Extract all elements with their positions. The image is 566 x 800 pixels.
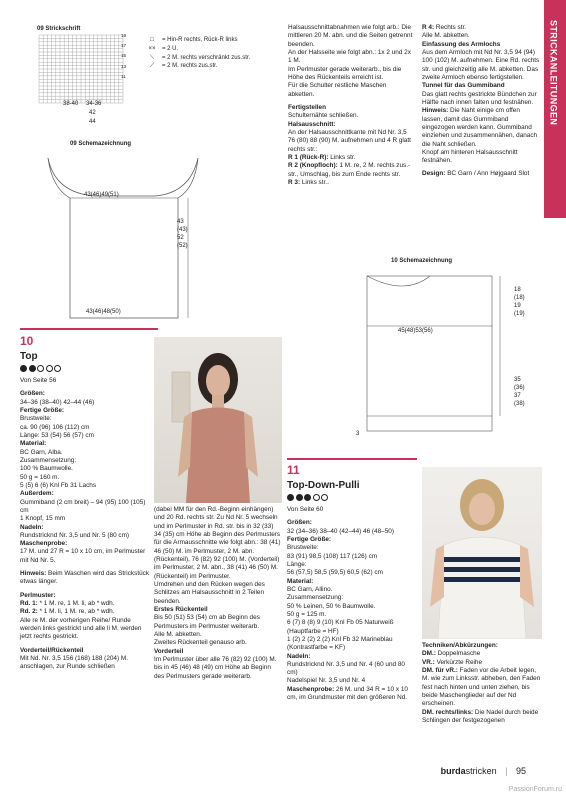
chart-row-labels: 19 17 15 13 11 xyxy=(121,33,127,79)
divider xyxy=(287,458,417,460)
model-image xyxy=(422,467,542,639)
chart-legend: □ = Hin-R rechts, Rück-R links ×× = 2 U. ⟍ = 2 M. rechts verschränkt zus.str. ⟋ = 2 M. rechts zus.str. xyxy=(148,37,251,70)
size-label: 34-36 xyxy=(86,101,102,107)
schema-title: 10 Schemazeichnung xyxy=(391,258,453,264)
instructions-col4: R 4: Rechts str. Alle M. abketten. Einfassung des Armlochs Aus dem Armloch mit Nd Nr. 3,5 94 (94) 100 (102) M. aufnehmen. Eine Rd. rechts str. und gleichzeitig alle M. abketten. Das zweite Armloch ebenso fertigstellen. Tunnel für das Gummiband Das glatt rechts gestrickte Bündchen zur Hälfte nach innen falten und festnähen. Hinweis: Die Naht einige cm offen lassen, damit das Gummiband eingezogen werden kann. Gummiband einziehen und zusammennähen, danach die Naht schließen. Knopf am hinteren Halsausschnitt festnähen. Design: BC Garn / Ann Højgaard Slot xyxy=(422,24,540,177)
difficulty-rating xyxy=(20,365,152,375)
width-label: 43(46)49(51) xyxy=(84,192,119,198)
width-label: 43(46)48(50) xyxy=(86,309,121,315)
height-label: 35 (36) 37 (38) xyxy=(514,377,525,407)
height-label: 18 (18) 19 (19) xyxy=(514,287,525,317)
size-label: 44 xyxy=(89,119,96,125)
size-label: 38-40 xyxy=(63,101,79,107)
pattern-10: 10 Top Von Seite 56 Größen: 34–36 (38–40) 42–44 (46) Fertige Größe: Brustweite: ca. 90 (96) 106 (112) cm Länge: 53 (54) 56 (57) cm Material: BC Garn, Alba. Zusammensetzung: 100 % Baumwolle. 50 g = 160 m. 5 (5) 6 (6) Knl Fb 31 Lachs Außerdem: Gummiband (2 cm breit) – 94 (95) 100 (105) cm 1 Knopf, 15 mm Nadeln: Rundstricknd Nr. 3,5 und Nr. 5 (80 cm) Maschenprobe: 17 M. und 27 R = 10 x 10 cm, im Perlmuster mit Nd Nr. 5. Hinweis: Beim Waschen wird das Strickstück etwas länger. Perlmuster: Rd. 1: * 1 M. re, 1 M. li, ab * wdh. Rd. 2: * 1 M. li, 1 M. re, ab * wdh. Alle re M. der vorherigen Reihe/ Runde werden links gestrickt und alle li M. werden jetzt rechts gestrickt. Vorderteil/Rückenteil Mit Nd. Nr. 3,5 156 (168) 188 (204) M. anschlagen, zur Runde schließen xyxy=(20,334,152,672)
section-tab: STRICKANLEITUNGEN xyxy=(544,0,566,218)
chart-title: 09 Strickschrift xyxy=(37,26,81,32)
height-label: 43 (43) 52 (52) xyxy=(177,219,188,249)
model-photo xyxy=(422,467,542,639)
model-image xyxy=(154,337,282,503)
divider xyxy=(20,328,158,330)
garment-schema xyxy=(355,266,515,446)
watermark: PassionForum.ru xyxy=(508,785,562,793)
techniques: Techniken/Abkürzungen: DM.: Doppelmasche VR.: Verkürzte Reihe DM. für vR.: Faden vor die Arbeit legen, M. wie zum Linksstr. abheben, den Faden fest nach hinten und unten ziehen, bis beide Maschenglieder auf der Nd erscheinen. DM. rechts/links: Die Nadel durch beide Schlingen der festgezogenen xyxy=(422,642,541,724)
difficulty-rating xyxy=(287,494,415,504)
schema-title: 09 Schemazeichnung xyxy=(70,141,132,147)
pattern-11: 11 Top-Down-Pulli Von Seite 60 Größen: 32 (34–36) 38–40 (42–44) 46 (48–50) Fertige Größe: Brustweite: 83 (91) 98,5 (108) 117 (126) cm Länge: 56 (57,5) 58,5 (59,5) 60,5 (62) cm Material: BC Garn, Allino. Zusammensetzung: 50 % Leinen, 50 % Baumwolle. 50 g = 125 m. 6 (7) 8 (8) 9 (10) Knl Fb 05 Naturweiß (Hauptfarbe = HF) 1 (2) 2 (2) 2 (2) Knl Fb 32 Marineblau (Kontrastfarbe = KF) Nadeln: Rundstricknd Nr. 3,5 und Nr. 4 (60 und 80 cm) Nadelspiel Nr. 3,5 und Nr. 4 Maschenprobe: 26 M. und 34 R = 10 x 10 cm, im Grundmuster mit den größeren Nd. xyxy=(287,463,415,702)
rib-label: 3 xyxy=(356,431,360,437)
width-label: 45(48)53(56) xyxy=(398,328,433,334)
pattern-10-continued: (dabei MM für den Rd.-Beginn einhängen) und 20 Rd. rechts str. Zu Nd Nr. 5 wechseln und im Perlmuster in Rd. str. bis in 32 (33) 34 (35) cm Höhe ab Beginn des Perlmusters für die Armausschnitte wie folgt abn.: 38 (41) 46 (50) M. im Perlmuster, 2 M. abn. (Rückenteil), 76 (82) 92 (100) M. (Vorderteil) im Perlmuster, 2 M. abn., 38 (41) 46 (50) M. (Rückenteil) im Perlmuster. Umdrehen und den Rücken wegen des Schlitzes am Halsausschnitt in 2 Teilen beenden. Erstes Rückenteil Bis 50 (51) 53 (54) cm ab Beginn des Perlmusters im Perlmuster weiterarb. Alle M. abketten. Zweites Rückenteil genauso arb. Vorderteil Im Perlmuster über alle 76 (82) 92 (100) M. bis in 45 (46) 48 (49) cm Höhe ab Beginn des Perlmusters gerade weiterarb. xyxy=(154,506,281,680)
instructions-col3: Halsausschnittabnahmen wie folgt arb.: Die mittleren 20 M. abn. und die Seiten getrennt beenden. An der Halsseite wie folgt abn.: 1x 2 und 2x 1 M. Im Perlmuster gerade weiterarb., bis die Höhe des Rückenteils erreicht ist. Für die Schulter restliche Maschen abketten. Fertigstellen Schulternähte schließen. Halsausschnitt: An der Halsausschnittkante mit Nd Nr. 3,5 76 (80) 88 (90) M. aufnehmen und 4 R glatt rechts str.: R 1 (Rück-R): Links str. R 2 (Knopfloch): 1 M. re, 2 M. rechts zus.-str., Umschlag, bis zum Ende rechts str. R 3: Links str.. xyxy=(288,24,413,186)
page-number: 95 xyxy=(515,766,526,777)
model-photo xyxy=(154,337,282,503)
page-footer: burdastricken | 95 xyxy=(440,766,526,777)
size-label: 42 xyxy=(89,110,96,116)
